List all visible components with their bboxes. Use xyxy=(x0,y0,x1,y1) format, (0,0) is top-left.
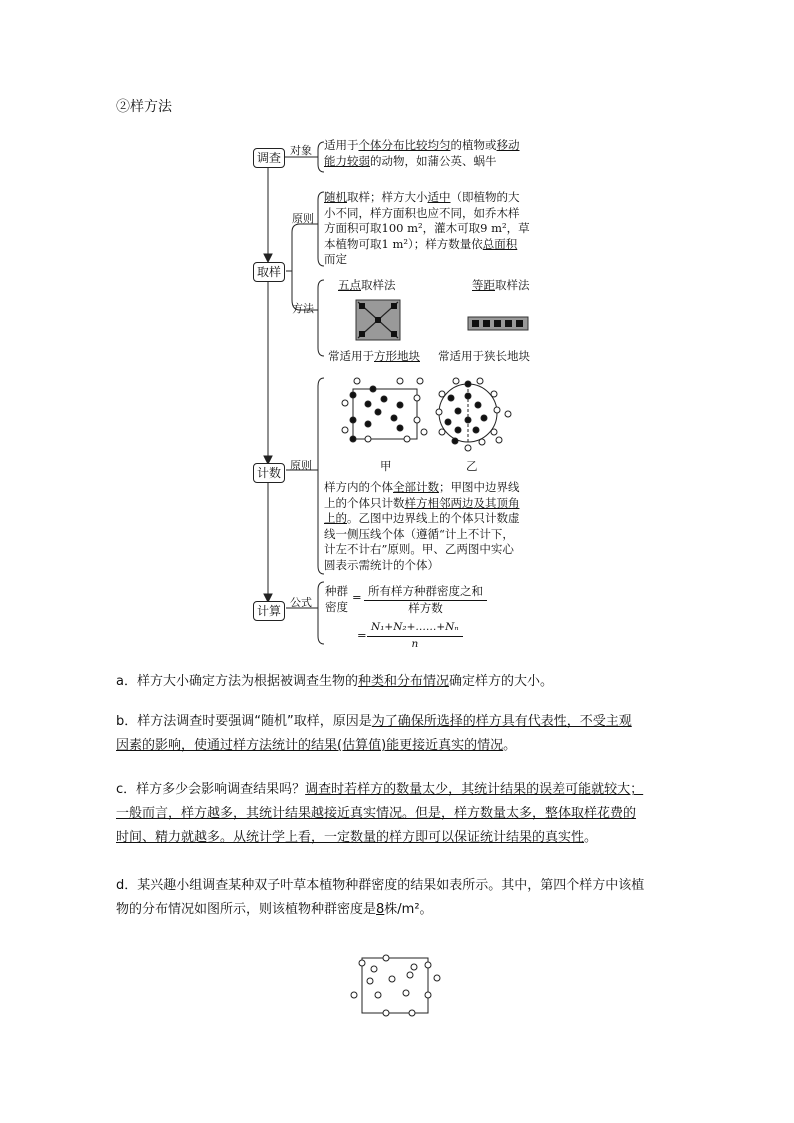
counting-text: 样方内的个体全部计数；甲图中边界线 上的个体只计数样方相邻两边及其顶角 上的。乙图中边界线上的个体只计数虚 线一侧压线个体（遵循“计上不计下， 计左不计右”原则。甲、乙两图中实心 圆表示需统计的个体） xyxy=(324,480,520,572)
formula-equals-1: = xyxy=(352,590,362,604)
equal-distance-sampling-figure xyxy=(468,317,528,330)
box-survey: 调查 xyxy=(253,148,285,168)
object-text: 适用于个体分布比较均匀的植物或移动 能力较弱的动物，如蒲公英、蜗牛 xyxy=(324,138,520,168)
label-principle: 原则 xyxy=(292,212,314,225)
figure-yi xyxy=(436,378,511,451)
five-point-caption: 五点取样法 xyxy=(338,278,396,292)
paragraph-c: c．样方多少会影响调查结果吗？调查时若样方的数量太少，其统计结果的误差可能就较大； 一般而言，样方越多，其统计结果越接近真实情况。但是，样方数量太多，整体取样花费的 时间、精力就越多。从统计学上看，一定数量的样方即可以保证统计结果的真实性。 xyxy=(116,782,644,845)
box-counting: 计数 xyxy=(253,463,285,483)
paragraph-d: d．某兴趣小组调查某种双子叶草本植物种群密度的结果如表所示。其中，第四个样方中该植 物的分布情况如图所示，则该植物种群密度是8株/m²。 xyxy=(116,878,645,917)
quadrat-figure xyxy=(340,945,450,1020)
label-method: 方法 xyxy=(292,302,314,315)
figure-jia xyxy=(342,378,427,442)
five-point-sampling-figure xyxy=(356,300,400,340)
principle-text: 随机取样；样方大小适中（即植物的大 小不同，样方面积也应不同，如乔木样 方面积可取100 m²，灌木可取9 m²，草 本植物可取1 m²）；样方数量依总面积 而定 xyxy=(324,190,530,266)
box-sampling: 取样 xyxy=(253,262,285,282)
box-calculation: 计算 xyxy=(253,601,285,621)
equal-distance-use: 常适用于狭长地块 xyxy=(438,349,530,363)
paragraph-a: a．样方大小确定方法为根据被调查生物的种类和分布情况确定样方的大小。 xyxy=(116,674,553,689)
formula-left: 种群 密度 xyxy=(325,584,348,614)
formula-equals-2: = xyxy=(357,628,367,642)
figure-yi-label: 乙 xyxy=(466,459,478,473)
formula-fraction-1: 所有样方种群密度之和 样方数 xyxy=(364,584,487,616)
figure-jia-label: 甲 xyxy=(380,459,392,473)
paragraph-b: b．样方法调查时要强调“随机”取样，原因是为了确保所选择的样方具有代表性，不受主观 因素的影响，使通过样方法统计的结果(估算值)能更接近真实的情况。 xyxy=(116,714,632,753)
label-object: 对象 xyxy=(290,144,312,157)
formula-fraction-2: N₁+N₂+……+Nₙ n xyxy=(367,620,463,652)
section-heading: ②样方法 xyxy=(116,99,172,115)
equal-distance-caption: 等距取样法 xyxy=(472,278,530,292)
label-formula: 公式 xyxy=(290,596,312,609)
five-point-use: 常适用于方形地块 xyxy=(328,349,420,363)
label-count-principle: 原则 xyxy=(290,459,312,472)
